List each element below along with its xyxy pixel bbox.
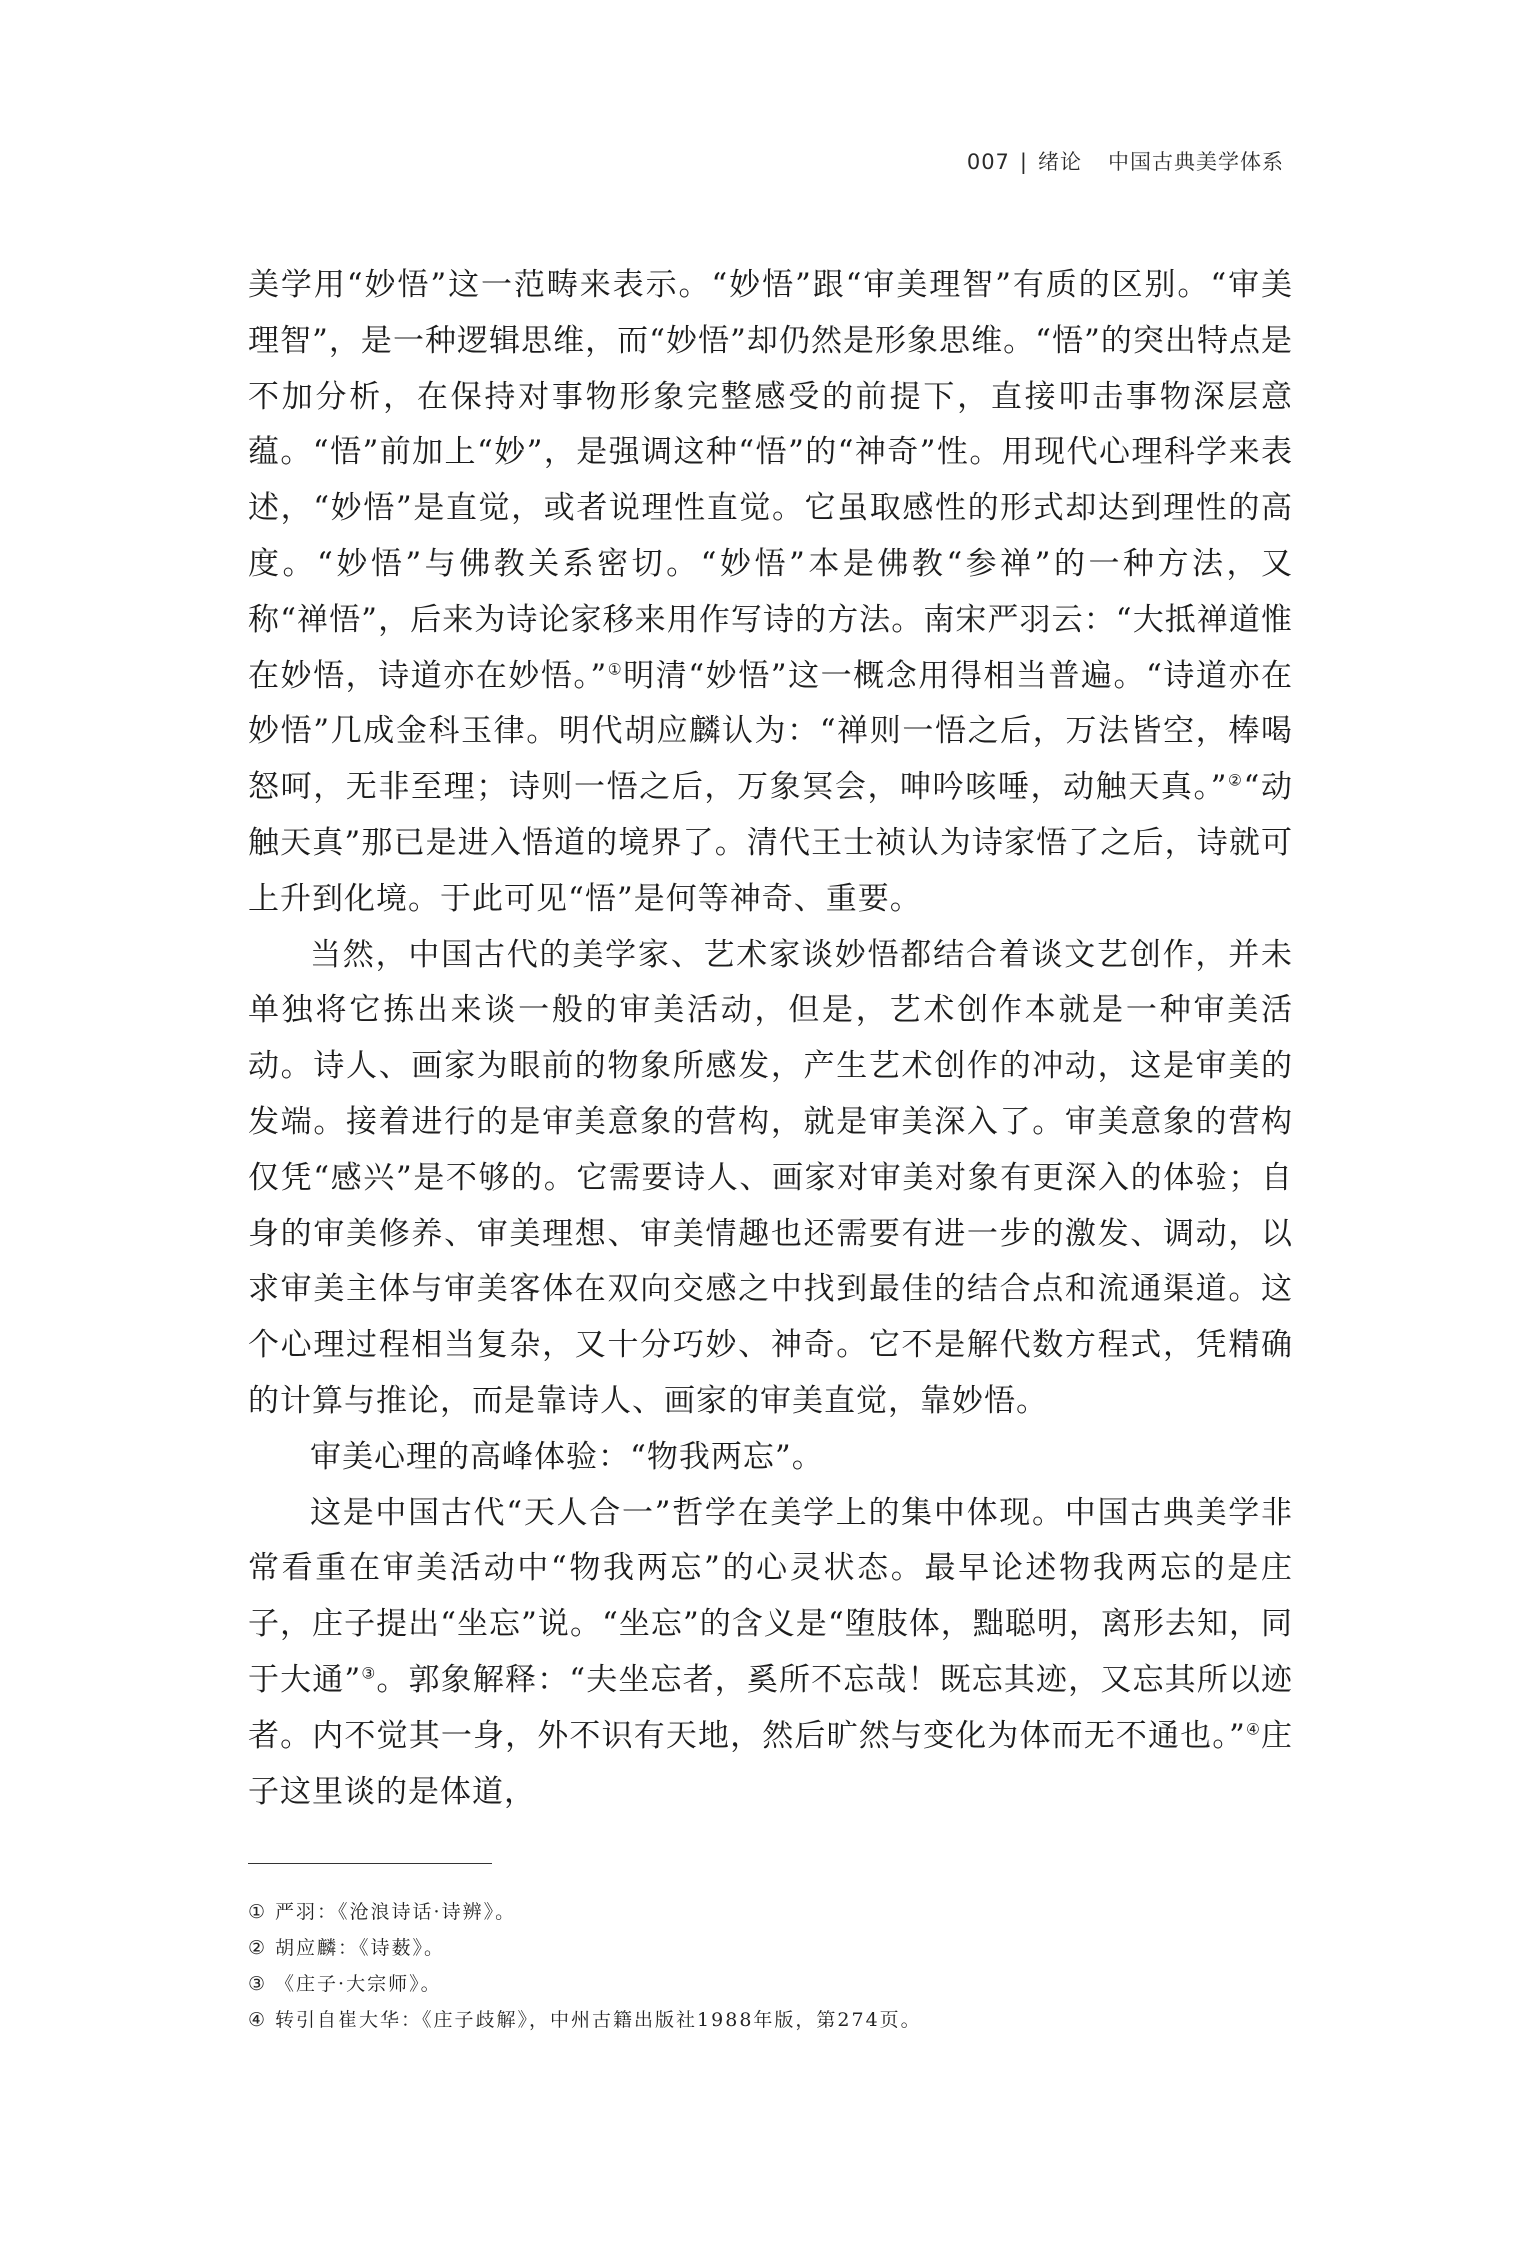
footnote-mark: ③ <box>248 1973 268 1995</box>
footnote-4 <box>248 2002 1293 2038</box>
paragraph-text: 庄子这里谈的是体道， <box>248 1717 1293 1810</box>
footnote-mark: ④ <box>248 2009 268 2031</box>
footnote-ref: ② <box>1227 771 1244 790</box>
paragraph-text: 明清“妙悟”这一概念用得相当普遍。“诗道亦在妙悟”几成金科玉律。明代胡应麟认为：“禅则一悟之后，万法皆空，棒喝怒呵，无非至理；诗则一悟之后，万象冥会，呻吟咳唾，动触天真。” <box>248 657 1293 806</box>
footnote-ref: ④ <box>1245 1720 1261 1739</box>
footnote-rule <box>248 1863 492 1864</box>
body-paragraph <box>248 258 1293 928</box>
body-paragraph <box>248 928 1293 1430</box>
paragraph-text: 这是中国古代“天人合一”哲学在美学上的集中体现。中国古典美学非常看重在审美活动中“物我两忘”的心灵状态。最早论述物我两忘的是庄子，庄子提出“坐忘”说。“坐忘”的含义是“堕肢体，黜聪明，离形去知，同于大通” <box>248 1494 1293 1698</box>
footnote-text: 严羽：《沧浪诗话·诗辨》。 <box>275 1901 517 1923</box>
footnote-1 <box>248 1894 1293 1930</box>
body-paragraph <box>248 1430 1293 1486</box>
footnote-3 <box>248 1966 1293 2002</box>
running-head <box>967 146 1284 176</box>
paragraph-text: “动触天真”那已是进入悟道的境界了。清代王士祯认为诗家悟了之后，诗就可上升到化境。于此可见“悟”是何等神奇、重要。 <box>248 769 1293 917</box>
page-number: 007 <box>966 150 1010 174</box>
paragraph-text: 当然，中国古代的美学家、艺术家谈妙悟都结合着谈文艺创作，并未单独将它拣出来谈一般的审美活动，但是，艺术创作本就是一种审美活动。诗人、画家为眼前的物象所感发，产生艺术创作的冲动，这是审美的发端。接着进行的是审美意象的营构，就是审美深入了。审美意象的营构仅凭“感兴”是不够的。它需要诗人、画家对审美对象有更深入的体验；自身的审美修养、审美理想、审美情趣也还需要有进一步的激发、调动，以求审美主体与审美客体在双向交感之中找到最佳的结合点和流通渠道。这个心理过程相当复杂，又十分巧妙、神奇。它不是解代数方程式，凭精确的计算与推论，而是靠诗人、画家的审美直觉，靠妙悟。 <box>248 936 1293 1419</box>
paragraph-text: 审美心理的高峰体验：“物我两忘”。 <box>310 1438 824 1475</box>
paragraph-text: 美学用“妙悟”这一范畴来表示。“妙悟”跟“审美理智”有质的区别。“审美理智”，是一种逻辑思维，而“妙悟”却仍然是形象思维。“悟”的突出特点是不加分析，在保持对事物形象完整感受的前提下，直接叩击事物深层意蕴。“悟”前加上“妙”，是强调这种“悟”的“神奇”性。用现代心理科学来表述，“妙悟”是直觉，或者说理性直觉。它虽取感性的形式却达到理性的高度。“妙悟”与佛教关系密切。“妙悟”本是佛教“参禅”的一种方法，又称“禅悟”，后来为诗论家移来用作写诗的方法。南宋严羽云：“大抵禅道惟在妙悟，诗道亦在妙悟。” <box>248 267 1293 694</box>
book-title: 中国古典美学体系 <box>1108 150 1284 174</box>
footnote-text: 转引自崔大华：《庄子歧解》，中州古籍出版社1988年版，第274页。 <box>275 2009 922 2031</box>
footnote-text: 胡应麟：《诗薮》。 <box>275 1937 446 1959</box>
body-text <box>248 258 1293 1820</box>
paragraph-text: 。郭象解释：“夫坐忘者，奚所不忘哉！既忘其迹，又忘其所以迹者。内不觉其一身，外不识有天地，然后旷然与变化为体而无不通也。” <box>248 1661 1293 1754</box>
body-paragraph <box>248 1486 1293 1821</box>
footnote-mark: ① <box>248 1901 268 1923</box>
footnote-text: 《庄子·大宗师》。 <box>275 1973 442 1995</box>
footnote-ref: ③ <box>361 1664 377 1683</box>
header-separator: | <box>1019 150 1028 174</box>
section-title: 绪论 <box>1038 150 1082 174</box>
footnote-mark: ② <box>248 1937 268 1959</box>
footnotes <box>248 1894 1293 2038</box>
footnote-ref: ① <box>607 660 624 679</box>
footnote-2 <box>248 1930 1293 1966</box>
